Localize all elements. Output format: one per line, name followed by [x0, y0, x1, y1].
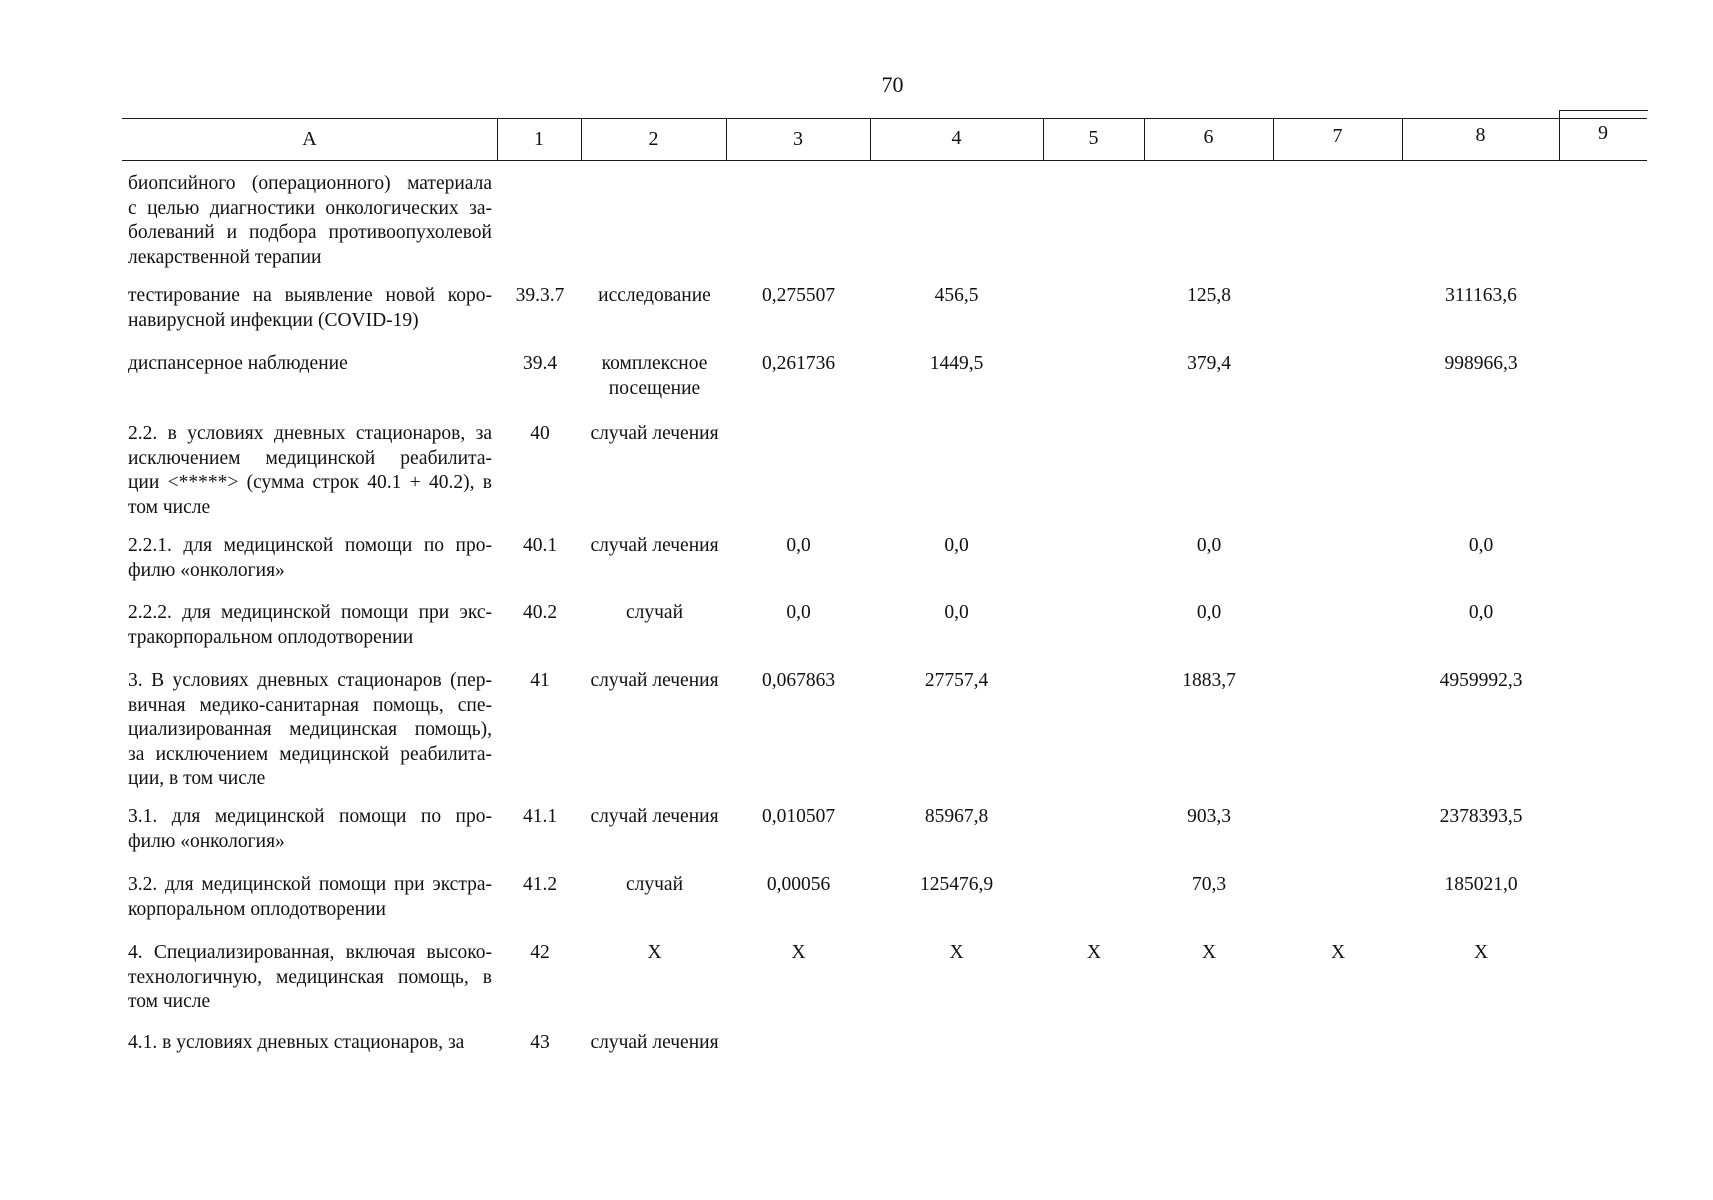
row-value-col6: 0,0 [1196, 602, 1222, 623]
row-value-col8: 0,0 [1468, 602, 1494, 623]
row-number: 41 [530, 670, 550, 691]
description-line: 3.1. для медицинской помощи по про- [128, 806, 492, 827]
row-number: 39.4 [522, 353, 558, 374]
row-value-col6: 1883,7 [1182, 670, 1236, 691]
row-value-col4: 27757,4 [924, 670, 989, 691]
row-description [128, 873, 492, 922]
header-col-1: 1 [534, 128, 544, 150]
header-top-rule-right [1560, 110, 1648, 111]
header-col-2: 2 [648, 128, 659, 150]
row-value-col3: 0,275507 [761, 285, 836, 306]
row-value-col6: 903,3 [1187, 806, 1231, 827]
page-number: 70 [881, 72, 904, 97]
row-description [128, 172, 492, 270]
header-col-8: 8 [1475, 124, 1486, 146]
header-col-6: 6 [1203, 126, 1214, 148]
row-number: 39.3.7 [515, 285, 565, 306]
row-value-col4: 0,0 [944, 535, 969, 556]
description-line: вичная медико-санитарная помощь, спе- [128, 694, 492, 716]
description-line: 2.2.1. для медицинской помощи по про- [128, 535, 492, 556]
row-unit: комплексное посещение [601, 353, 708, 399]
description-line: 4.1. в условиях дневных стационаров, за [128, 1032, 465, 1053]
row-number: 41.2 [522, 874, 558, 895]
description-line: ции, в том числе [128, 768, 266, 789]
header-col-9: 9 [1598, 122, 1608, 144]
description-line: 2.2. в условиях дневных стационаров, за [128, 423, 492, 444]
description-line: за исключением медицинской реабилита- [128, 743, 492, 765]
description-line: биопсийного (операционного) материала [128, 173, 492, 194]
row-value-col4: 85967,8 [924, 806, 989, 827]
row-value-col5: Х [1086, 942, 1102, 963]
description-line: филю «онкология» [128, 559, 285, 581]
row-unit: случай [625, 874, 684, 895]
row-value-col8: 2378393,5 [1439, 806, 1523, 827]
row-value-col4: 1449,5 [929, 353, 984, 374]
row-value-col4: 0,0 [944, 602, 969, 623]
header-col-a: А [302, 128, 317, 150]
row-value-col3: 0,0 [786, 535, 811, 556]
row-value-col8: 311163,6 [1445, 285, 1517, 306]
row-description [128, 941, 492, 1015]
row-description [128, 534, 492, 583]
row-unit: случай лечения [590, 806, 719, 827]
row-value-col8: Х [1473, 942, 1489, 963]
description-line: болеваний и подбора противоопухолевой [128, 222, 492, 243]
description-line: 3.2. для медицинской помощи при экстра- [128, 874, 492, 895]
row-value-col4: 456,5 [934, 285, 979, 306]
row-number: 41.1 [522, 806, 558, 827]
row-value-col8: 4959992,3 [1439, 670, 1523, 691]
description-line: лекарственной терапии [128, 246, 322, 268]
description-line: том числе [128, 496, 211, 518]
row-description [128, 805, 492, 854]
row-value-col3: 0,00056 [766, 874, 831, 895]
description-line: 2.2.2. для медицинской помощи при экс- [128, 602, 492, 623]
row-value-col4: Х [949, 942, 964, 963]
row-description [128, 284, 492, 333]
description-line: тракорпоральном оплодотворении [128, 626, 414, 648]
row-value-col3: Х [791, 942, 806, 963]
row-unit: случай [625, 602, 684, 623]
header-bottom-rule [122, 160, 1647, 161]
row-description [128, 352, 492, 377]
row-number: 40.2 [522, 602, 558, 623]
row-value-col8: 998966,3 [1444, 353, 1518, 374]
row-unit: исследование [598, 285, 711, 306]
header-col-7: 7 [1332, 125, 1343, 147]
description-line: тестирование на выявление новой коро- [128, 285, 492, 306]
row-unit: случай лечения [590, 1032, 719, 1053]
row-value-col3: 0,010507 [761, 806, 836, 827]
description-line: с целью диагностики онкологических за- [128, 197, 492, 219]
description-line: 3. В условиях дневных стационаров (пер- [128, 670, 492, 691]
description-line: корпоральном оплодотворении [128, 898, 386, 920]
row-value-col6: 125,8 [1187, 285, 1231, 306]
row-value-col8: 0,0 [1468, 535, 1494, 556]
description-line: ции <*****> (сумма строк 40.1 + 40.2), в [128, 472, 492, 493]
row-unit: случай лечения [590, 670, 719, 691]
description-line: филю «онкология» [128, 830, 285, 852]
description-line: диспансерное наблюдение [128, 353, 348, 374]
row-value-col6: Х [1201, 942, 1217, 963]
row-value-col6: 379,4 [1187, 353, 1231, 374]
header-col-3: 3 [793, 128, 803, 150]
row-value-col3: 0,0 [786, 602, 811, 623]
row-number: 43 [530, 1032, 550, 1053]
row-value-col6: 70,3 [1191, 874, 1227, 895]
row-value-col7: Х [1330, 942, 1346, 963]
row-unit: Х [647, 942, 662, 963]
row-number: 40 [530, 423, 550, 444]
row-value-col3: 0,261736 [761, 353, 836, 374]
row-description [128, 1031, 492, 1056]
description-line: навирусной инфекции (COVID-19) [128, 309, 419, 331]
header-col-4: 4 [951, 127, 962, 149]
row-value-col4: 125476,9 [919, 874, 994, 895]
header-col-5: 5 [1088, 127, 1099, 149]
header-top-rule [122, 118, 1647, 119]
row-number: 40.1 [522, 535, 558, 556]
description-line: том числе [128, 991, 211, 1012]
row-value-col8: 185021,0 [1444, 874, 1518, 895]
description-line: исключением медицинской реабилита- [128, 447, 492, 469]
row-number: 42 [530, 942, 550, 963]
row-unit: случай лечения [590, 423, 719, 444]
row-description [128, 601, 492, 650]
row-description [128, 422, 492, 520]
row-description [128, 669, 492, 792]
description-line: 4. Специализированная, включая высоко- [128, 942, 492, 963]
row-unit: случай лечения [590, 535, 719, 556]
row-value-col6: 0,0 [1196, 535, 1222, 556]
description-line: циализированная медицинская помощь), [128, 719, 492, 740]
description-line: технологичную, медицинская помощь, в [128, 966, 492, 988]
row-value-col3: 0,067863 [761, 670, 836, 691]
